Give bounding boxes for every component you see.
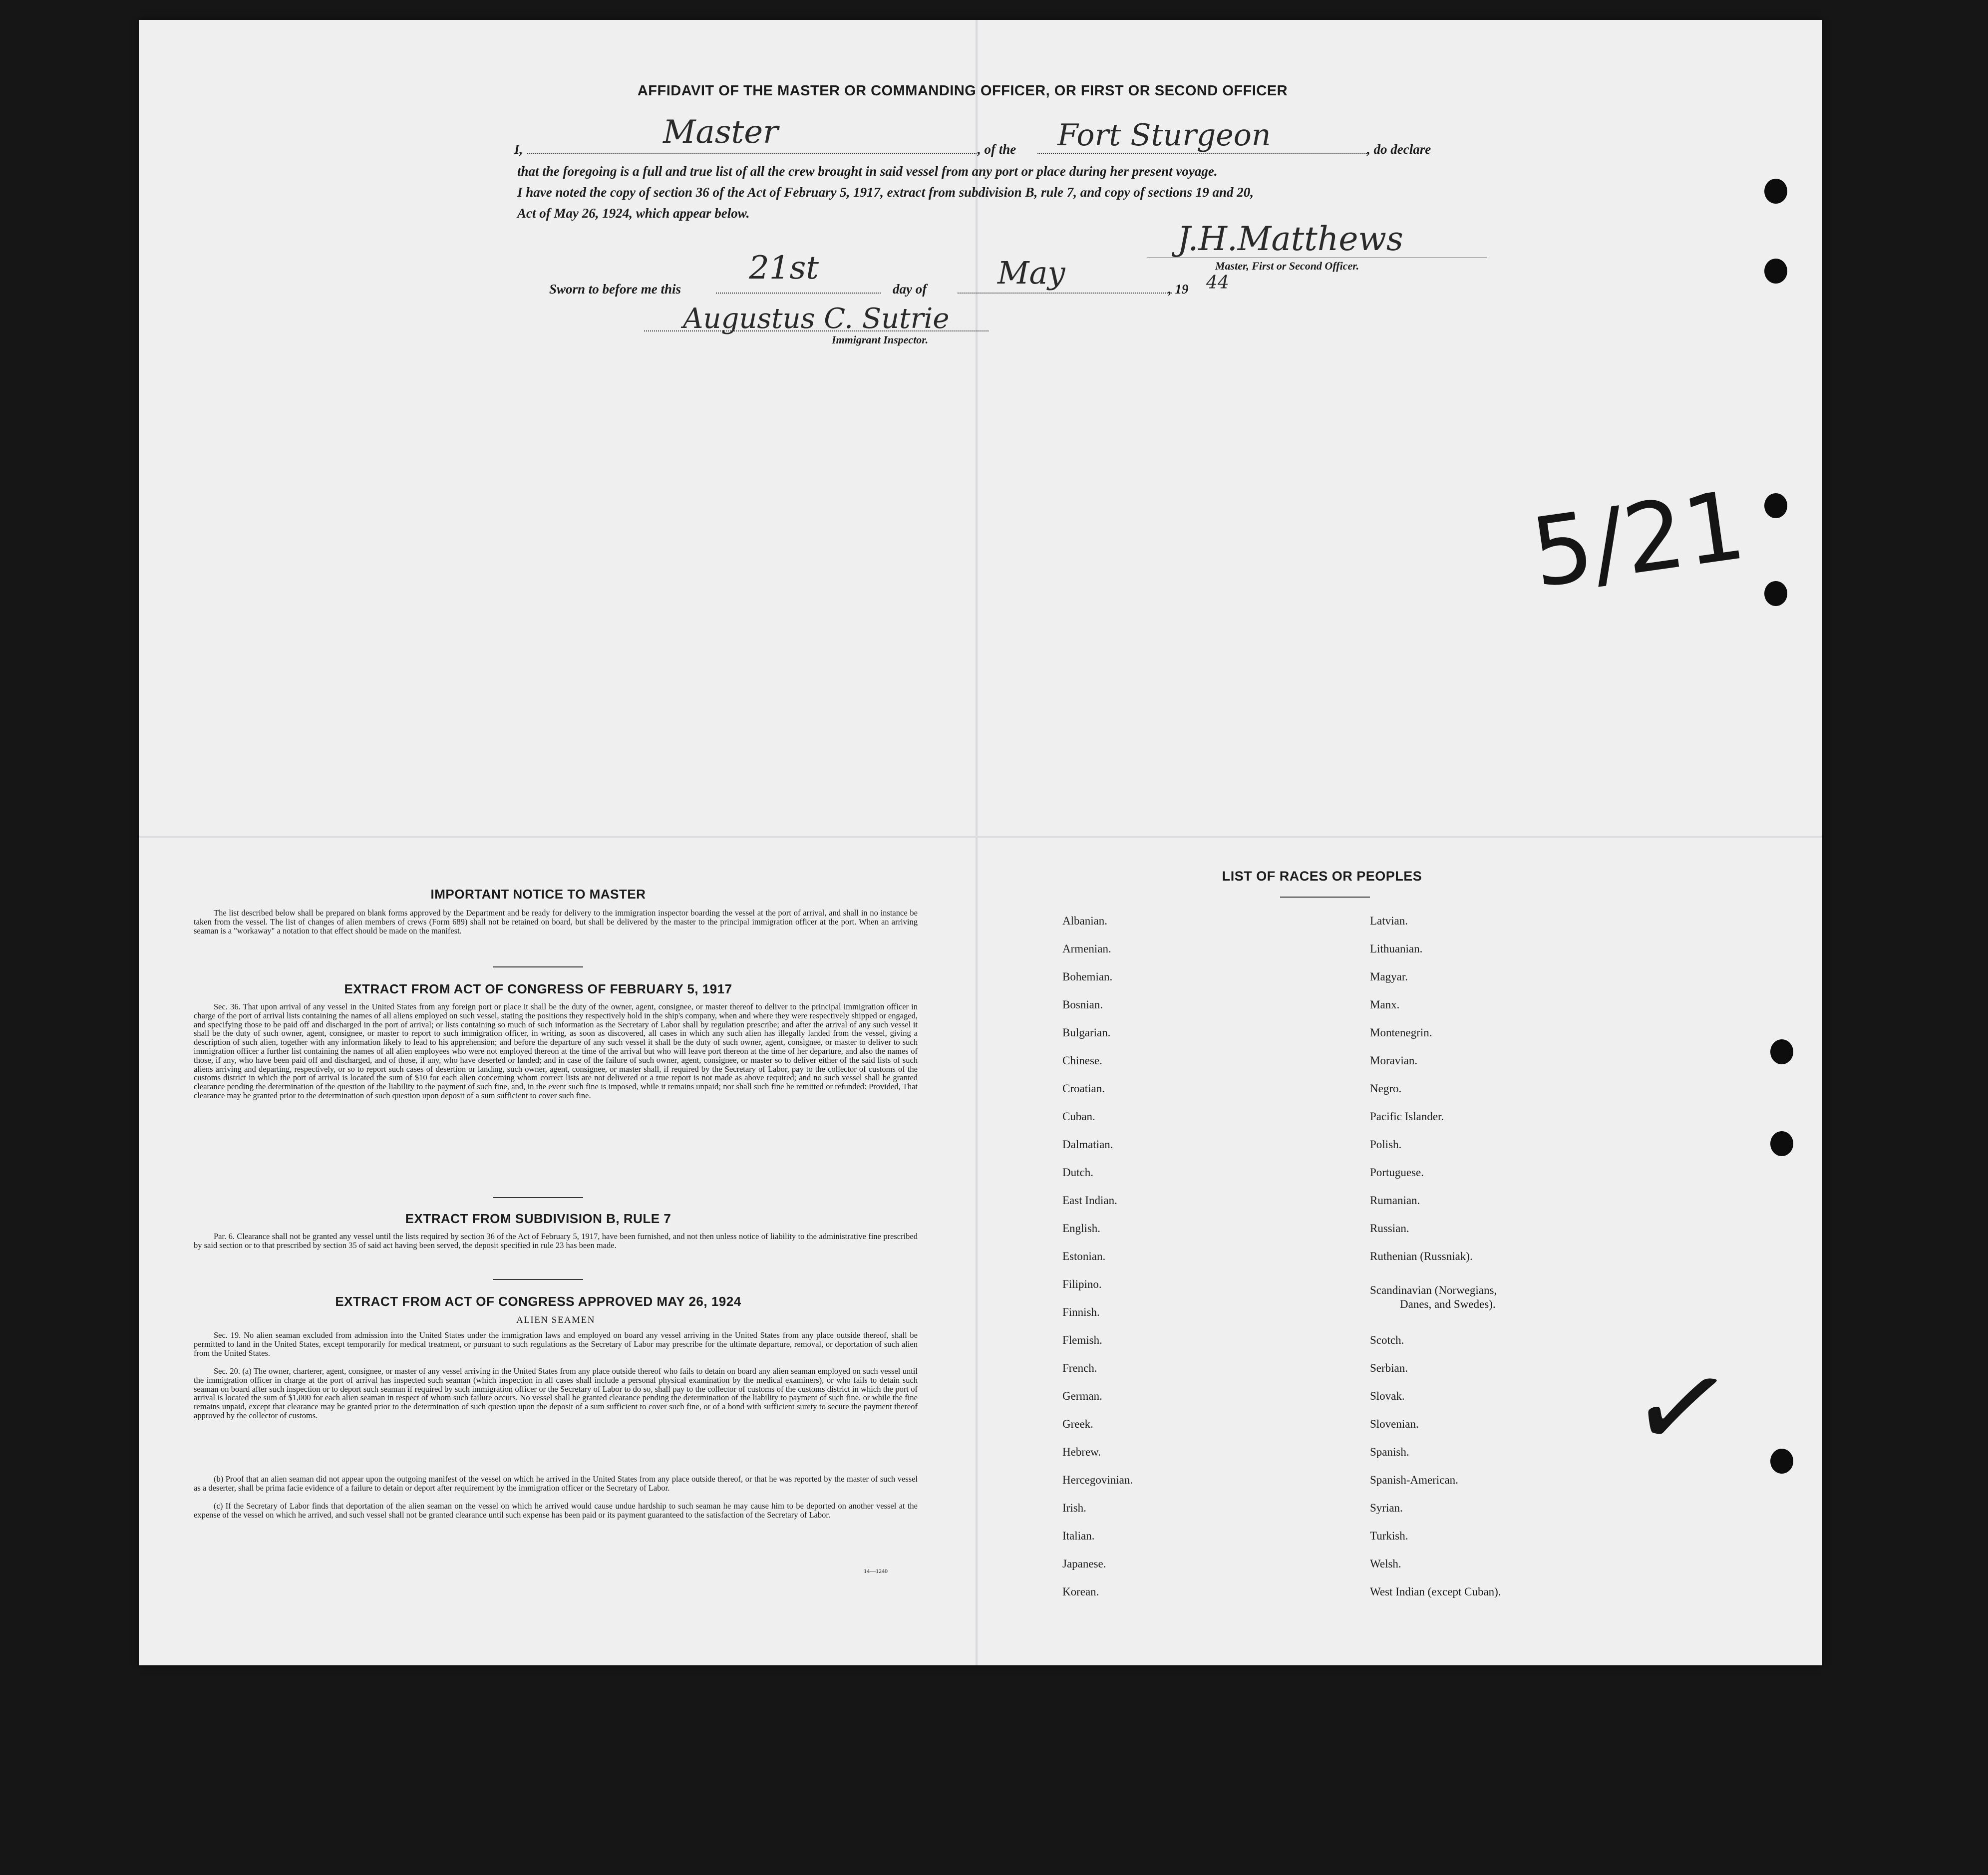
inspector-caption: Immigrant Inspector.	[832, 333, 929, 346]
check-mark-icon: ✓	[1620, 1330, 1743, 1486]
race-item: German.	[1062, 1390, 1102, 1402]
act-1917-text: Sec. 36. That upon arrival of any vessel in the United States from any foreign port or place it shall be the duty of the owner, agent, consignee, or master thereof to deliver to the principal immigration officer in charge of the port of arrival lists containing the names of all aliens employed on such vessel, stating the positions they respectively hold in the ship's company, when and where they were respectively shipped or engaged, and specifying those to be paid off and discharged in the port of arrival; or lists containing so much of such information as the Secretary of Labor shall by regulation prescribe; and after the arrival of any such vessel it shall be the duty of such owner, agent, consignee, or master to report to such immigration officer, in writing, as soon as discovered, all cases in which any such alien has illegally landed from the vessel, giving a description of such alien, together with any information likely to lead to his apprehension; and before the departure of any such vessel it shall be the duty of such owner, agent, consignee, or master to deliver to such immigration officer a further list containing the names of all alien employees who were not employed thereon at the time of the arrival but who will leave port thereon at the time of her departure, and also the names of those, if any, who have been paid off and discharged, and of those, if any, who have deserted or landed; and in case of the failure of such owner, agent, consignee, or master so to deliver either of the said lists of such aliens arriving and departing, respectively, or so to report such cases of desertion or landing, such owner, agent, consignee, or master shall, if required by the Secretary of Labor, pay to the collector of customs of the customs district in which the port of arrival is located the sum of $10 for each alien concerning whom correct lists are not delivered or a true report is not made as above required; and no such vessel shall be granted clearance pending the determination of the question of the liability to the payment of such fine, and, in the event such fine is imposed, while it remains unpaid; nor shall such fine be remitted or refunded: Provided, That clearance may be granted prior to the determination of such question upon deposit of a sum sufficient to cover such fine.	[194, 1002, 918, 1100]
race-item: Flemish.	[1062, 1334, 1102, 1346]
race-item: Slovenian.	[1370, 1418, 1419, 1430]
race-item: Italian.	[1062, 1530, 1095, 1542]
race-item: Ruthenian (Russniak).	[1370, 1250, 1473, 1262]
race-item: Chinese.	[1062, 1054, 1102, 1067]
race-item: Magyar.	[1370, 970, 1408, 983]
document-sheet	[139, 20, 1822, 1665]
race-item: Pacific Islander.	[1370, 1110, 1444, 1123]
race-item: Lithuanian.	[1370, 942, 1423, 955]
punch-hole	[1764, 179, 1787, 204]
race-item: Turkish.	[1370, 1530, 1408, 1542]
affidavit-line1-suffix: , do declare	[1367, 142, 1431, 157]
rule7-text: Par. 6. Clearance shall not be granted any vessel until the lists required by section 36 of the Act of February 5, 1917, have been furnished, and not then unless notice of liability to the administrative fine prescribed by said section or to that prescribed by section 35 of said act having been served, the deposit specified in rule 23 has been made.	[194, 1232, 918, 1250]
race-item: Estonian.	[1062, 1250, 1106, 1262]
day-of-label: day of	[893, 282, 927, 297]
race-item: Spanish.	[1370, 1446, 1409, 1458]
punch-hole	[1764, 581, 1787, 606]
race-item: Albanian.	[1062, 915, 1108, 927]
race-item: Bohemian.	[1062, 970, 1113, 983]
race-item: Croatian.	[1062, 1082, 1105, 1095]
month-field-line	[958, 293, 1172, 294]
race-item: Welsh.	[1370, 1558, 1401, 1570]
race-item: Slovak.	[1370, 1390, 1405, 1402]
sworn-prefix: Sworn to before me this	[549, 282, 681, 297]
handwritten-year: 44	[1206, 273, 1229, 293]
race-item: Korean.	[1062, 1585, 1099, 1598]
race-item: Polish.	[1370, 1138, 1402, 1151]
punch-hole	[1770, 1449, 1793, 1474]
race-item: Manx.	[1370, 998, 1400, 1011]
race-item: Japanese.	[1062, 1558, 1106, 1570]
handwritten-inspector-signature: Augustus C. Sutrie	[683, 303, 950, 335]
race-item: Negro.	[1370, 1082, 1402, 1095]
sec20b-text: (b) Proof that an alien seaman did not appear upon the outgoing manifest of the vessel on which he arrived in the United States from any place outside thereof, or that he was reported by the master of such vessel as a deserter, shall be prima facie evidence of a failure to detain or deport after requirement by the immigration officer or the Secretary of Labor.	[194, 1474, 918, 1493]
affidavit-line4: Act of May 26, 1924, which appear below.	[517, 206, 750, 221]
race-item: Spanish-American.	[1370, 1474, 1458, 1486]
punch-hole	[1770, 1039, 1793, 1064]
race-item: Montenegrin.	[1370, 1026, 1432, 1039]
affidavit-line2: that the foregoing is a full and true list of all the crew brought in said vessel from any port or place during her present voyage.	[517, 164, 1218, 179]
race-item: Latvian.	[1370, 915, 1408, 927]
notice-text: The list described below shall be prepared on blank forms approved by the Department and be ready for delivery to the immigration inspector boarding the vessel at the port of arrival, and shall in no instance be taken from the vessel. The list of changes of alien members of crews (Form 689) shall not be retained on board, but shall be delivered by the master to the principal immigration officer at the port. When an arriving seaman is a "workaway" a notation to that effect should be made on the manifest.	[194, 908, 918, 936]
race-item: Portuguese.	[1370, 1166, 1424, 1179]
race-item: Danes, and Swedes).	[1400, 1298, 1496, 1310]
race-item: Bosnian.	[1062, 998, 1103, 1011]
race-item: Hebrew.	[1062, 1446, 1101, 1458]
race-item: Armenian.	[1062, 942, 1111, 955]
alien-seamen-subtitle: ALIEN SEAMEN	[516, 1315, 595, 1325]
punch-hole	[1770, 1131, 1793, 1156]
affidavit-title: AFFIDAVIT OF THE MASTER OR COMMANDING OFFICER, OR FIRST OR SECOND OFFICER	[637, 83, 1288, 99]
race-item: Dutch.	[1062, 1166, 1093, 1179]
signature-caption: Master, First or Second Officer.	[1215, 260, 1359, 272]
fold-crease-vertical	[976, 20, 978, 1665]
race-item: Hercegovinian.	[1062, 1474, 1133, 1486]
notice-title: IMPORTANT NOTICE TO MASTER	[430, 887, 646, 902]
sec20a-text: Sec. 20. (a) The owner, charterer, agent, consignee, or master of any vessel arriving in the United States from any place outside thereof who fails to detain on board any alien seaman employed on such vessel until the immigration officer in charge at the port of arrival has inspected such seaman (which inspection in all cases shall include a personal physical examination by the medical examiners), or who fails to detain such seaman on board after such inspection or to deport such seaman if required by such immigration officer or the Secretary of Labor to do so, shall pay to the collector of customs of the customs district in which the port of arrival is located the sum of $1,000 for each alien seaman in respect of whom such failure occurs. No vessel shall be granted clearance pending the determination of the liability to payment of such fine, or while the fine remains unpaid, except that clearance may be granted prior to the determination of such question upon the deposit of a sum sufficient to cover such fine, or of a bond with sufficient surety to secure the payment thereof approved by the collector of customs.	[194, 1366, 918, 1420]
race-item: Rumanian.	[1370, 1194, 1420, 1207]
divider	[493, 1197, 583, 1198]
rule7-title: EXTRACT FROM SUBDIVISION B, RULE 7	[405, 1211, 671, 1226]
race-item: Moravian.	[1370, 1054, 1418, 1067]
year-prefix: , 19	[1168, 282, 1189, 297]
handwritten-vessel-name: Fort Sturgeon	[1057, 118, 1271, 153]
affidavit-line1-prefix: I,	[514, 142, 523, 157]
handwritten-date-note: 5/21	[1525, 470, 1751, 609]
sec19-text: Sec. 19. No alien seaman excluded from admission into the United States under the immigration laws and employed on board any vessel arriving in the United States from any place outside thereof, shall be permitted to land in the United States, except temporarily for medical treatment, or pursuant to such regulations as the Secretary of Labor may prescribe for the ultimate departure, removal, or deportation of such alien from the United States.	[194, 1330, 918, 1358]
punch-hole	[1764, 493, 1787, 518]
races-title: LIST OF RACES OR PEOPLES	[1222, 869, 1422, 884]
race-item: Syrian.	[1370, 1502, 1403, 1514]
race-item: English.	[1062, 1222, 1101, 1235]
handwritten-month: May	[997, 255, 1065, 291]
inspector-line	[644, 330, 989, 331]
race-item: Dalmatian.	[1062, 1138, 1113, 1151]
handwritten-day: 21st	[749, 250, 819, 287]
act-1917-title: EXTRACT FROM ACT OF CONGRESS OF FEBRUARY 5, 1917	[344, 981, 732, 996]
vessel-field-line	[1037, 153, 1367, 154]
race-item: Greek.	[1062, 1418, 1093, 1430]
master-field-line	[527, 153, 977, 154]
race-item: Russian.	[1370, 1222, 1409, 1235]
race-item: Bulgarian.	[1062, 1026, 1111, 1039]
race-item: Scandinavian (Norwegians,	[1370, 1284, 1497, 1296]
race-item: Serbian.	[1370, 1362, 1408, 1374]
punch-hole	[1764, 259, 1787, 284]
affidavit-line3: I have noted the copy of section 36 of the Act of February 5, 1917, extract from subdivision B, rule 7, and copy of sections 19 and 20,	[517, 185, 1254, 200]
form-number: 14—1240	[864, 1567, 888, 1574]
race-item: Finnish.	[1062, 1306, 1100, 1318]
handwritten-signature: J.H.Matthews	[1177, 220, 1403, 258]
divider	[493, 966, 583, 967]
race-item: West Indian (except Cuban).	[1370, 1585, 1501, 1598]
race-item: East Indian.	[1062, 1194, 1117, 1207]
fold-crease-horizontal	[139, 836, 1822, 838]
divider	[493, 1279, 583, 1280]
day-field-line	[716, 293, 881, 294]
handwritten-master: Master	[663, 114, 778, 151]
act-1924-title: EXTRACT FROM ACT OF CONGRESS APPROVED MAY 26, 1924	[335, 1294, 741, 1309]
race-item: Scotch.	[1370, 1334, 1404, 1346]
race-item: Filipino.	[1062, 1278, 1102, 1290]
race-item: Irish.	[1062, 1502, 1086, 1514]
affidavit-line1-mid: , of the	[978, 142, 1016, 157]
race-item: French.	[1062, 1362, 1097, 1374]
race-item: Cuban.	[1062, 1110, 1095, 1123]
divider	[1280, 897, 1370, 898]
sec20c-text: (c) If the Secretary of Labor finds that deportation of the alien seaman on the vessel on which he arrived would cause undue hardship to such seaman he may cause him to be deported on another vessel at the expense of the vessel on which he arrived, and such vessel shall not be granted clearance until such expense has been paid or its payment guaranteed to the satisfaction of the Secretary of Labor.	[194, 1501, 918, 1520]
